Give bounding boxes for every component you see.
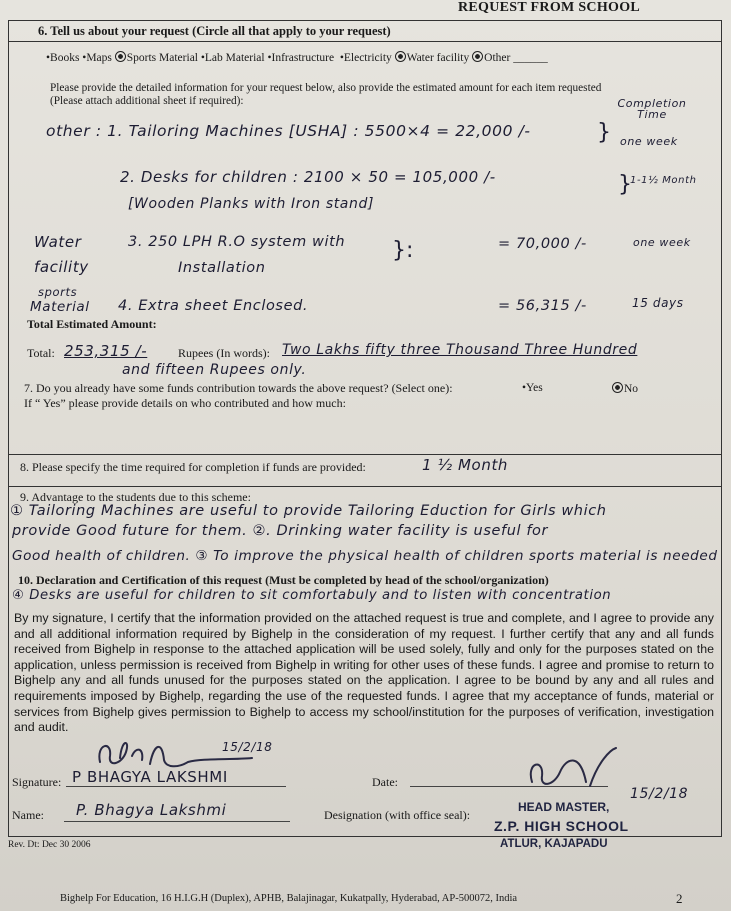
section8-question: 8. Please specify the time required for completion if funds are provided:: [20, 460, 366, 474]
item3-amount: = 70,000 /-: [498, 236, 587, 252]
option-yes[interactable]: •Yes: [522, 382, 543, 394]
advantage-line4: ④ Desks are useful for children to sit comfortabuly and to listen with concentration: [12, 588, 612, 603]
other-blank: ______: [513, 52, 548, 64]
designation-label: Designation (with office seal):: [324, 808, 471, 822]
page-title: REQUEST FROM SCHOOL: [458, 0, 641, 15]
seal-line1: HEAD MASTER,: [518, 800, 610, 814]
item3-time: one week: [633, 236, 691, 249]
divider: [8, 454, 722, 455]
request-item-3-detail: Installation: [178, 260, 266, 276]
signature-label: Signature:: [12, 775, 62, 789]
date-signature-scribble-icon: [520, 742, 640, 802]
divider: [8, 41, 722, 42]
signature-line: [66, 786, 286, 787]
total-estimated-label: Total Estimated Amount:: [27, 317, 157, 331]
request-item-2-detail: [Wooden Planks with Iron stand]: [128, 196, 375, 212]
section9-question: 9. Advantage to the students due to this scheme:: [20, 490, 251, 504]
item3-category-2: facility: [34, 258, 89, 276]
option-no-label: No: [624, 383, 639, 395]
option-books[interactable]: •Books: [46, 52, 80, 64]
advantage-line3: Good health of children. ③ To improve the physical health of children sports material is needed: [12, 548, 718, 564]
option-maps[interactable]: •Maps: [82, 52, 112, 64]
revision-date: Rev. Dt: Dec 30 2006: [8, 840, 91, 850]
rupees-words-line2: and fifteen Rupees only.: [122, 362, 307, 378]
completion-time-label: Completion Time: [617, 97, 687, 121]
instructions-line1: Please provide the detailed information for your request below, also provide the estimated amount for each item requested: [50, 82, 602, 94]
advantage-line2: provide Good future for them. ②. Drinking water facility is useful for: [12, 523, 549, 539]
brace-icon: }: [618, 172, 632, 197]
name-hand: P. Bhagya Lakshmi: [76, 801, 227, 819]
brace-icon: }: [597, 120, 611, 145]
total-label: Total:: [27, 346, 55, 360]
section10-heading: 10. Declaration and Certification of this request (Must be completed by head of the school/organization): [18, 573, 549, 587]
option-other[interactable]: Other: [484, 52, 511, 64]
selected-circle-icon: [472, 51, 483, 62]
request-item-3: 3. 250 LPH R.O system with: [128, 234, 346, 250]
rupees-words-line1: Two Lakhs fifty three Thousand Three Hundred: [282, 342, 638, 358]
option-electricity[interactable]: •Electricity: [339, 52, 392, 64]
option-water[interactable]: Water facility: [406, 52, 470, 64]
option-infrastructure[interactable]: •Infrastructure: [267, 52, 335, 64]
date-label: Date:: [372, 775, 398, 789]
request-item-4: 4. Extra sheet Enclosed.: [118, 298, 309, 314]
footer-address: Bighelp For Education, 16 H.I.G.H (Duplex), APHB, Balajinagar, Kukatpally, Hyderabad, AP-500072, India: [60, 893, 518, 904]
certification-text: By my signature, I certify that the information provided on the attached request is true and complete, and I agree to provide any and all additional information required by Bighelp in the consideration of my request. I further certify that any and all funds received from Bighelp in response to the attached application will be used solely, fully and only for the purposes stated on the application, unless permission is received from Bighelp in writing for other uses of these funds. I agree and promise to return to Bighelp any and all funds unused for the purposes stated on the application. I agree to be bound by any and all rules and requirements imposed by Bighelp, regarding the use of the requested funds. I agree that my acceptance of funds, material or services from Bighelp gives permission to Bighelp to access my school/institution for the purposes of verification, investigation and audit.: [14, 611, 714, 735]
item4-time: 15 days: [632, 296, 684, 310]
item1-time: one week: [620, 135, 678, 148]
divider: [8, 486, 722, 487]
selected-circle-icon: [395, 51, 406, 62]
option-lab[interactable]: •Lab Material: [200, 52, 265, 64]
option-no[interactable]: [612, 382, 638, 395]
name-line: [64, 821, 290, 822]
section6-heading: 6. Tell us about your request (Circle all that apply to your request): [38, 24, 391, 38]
instructions-line2: (Please attach additional sheet if required):: [50, 95, 244, 107]
advantage-line1: ① Tailoring Machines are useful to provide Tailoring Eduction for Girls which: [10, 503, 607, 519]
selected-circle-icon: [612, 382, 623, 393]
signature-name-hand: P BHAGYA LAKSHMI: [72, 768, 228, 786]
request-item-1: other : 1. Tailoring Machines [USHA] : 5500×4 = 22,000 /-: [46, 122, 531, 140]
item4-amount: = 56,315 /-: [498, 298, 587, 314]
seal-line2: Z.P. HIGH SCHOOL: [494, 818, 629, 834]
seal-line3: ATLUR, KAJAPADU: [500, 838, 608, 850]
item2-time: 1-1½ Month: [630, 175, 697, 186]
item4-category: sports: [38, 285, 78, 299]
page-number: 2: [676, 891, 683, 906]
section7-if-yes: If “ Yes” please provide details on who contributed and how much:: [24, 396, 346, 410]
selected-circle-icon: [115, 51, 126, 62]
total-value: 253,315 /-: [64, 342, 148, 360]
option-sports[interactable]: Sports Material: [126, 52, 198, 64]
section7-question: 7. Do you already have some funds contribution towards the above request? (Select one):: [24, 381, 453, 395]
section8-answer: 1 ½ Month: [422, 456, 509, 474]
name-label: Name:: [12, 808, 44, 822]
request-options: [46, 51, 548, 64]
item4-category-2: Material: [30, 299, 90, 315]
brace-icon: }:: [392, 238, 414, 263]
request-item-2: 2. Desks for children : 2100 × 50 = 105,000 /-: [120, 168, 496, 186]
signature-date: 15/2/18: [222, 740, 273, 754]
date-hand: 15/2/18: [630, 786, 689, 802]
item3-category: Water: [34, 233, 82, 251]
rupees-words-label: Rupees (In words):: [178, 346, 270, 360]
